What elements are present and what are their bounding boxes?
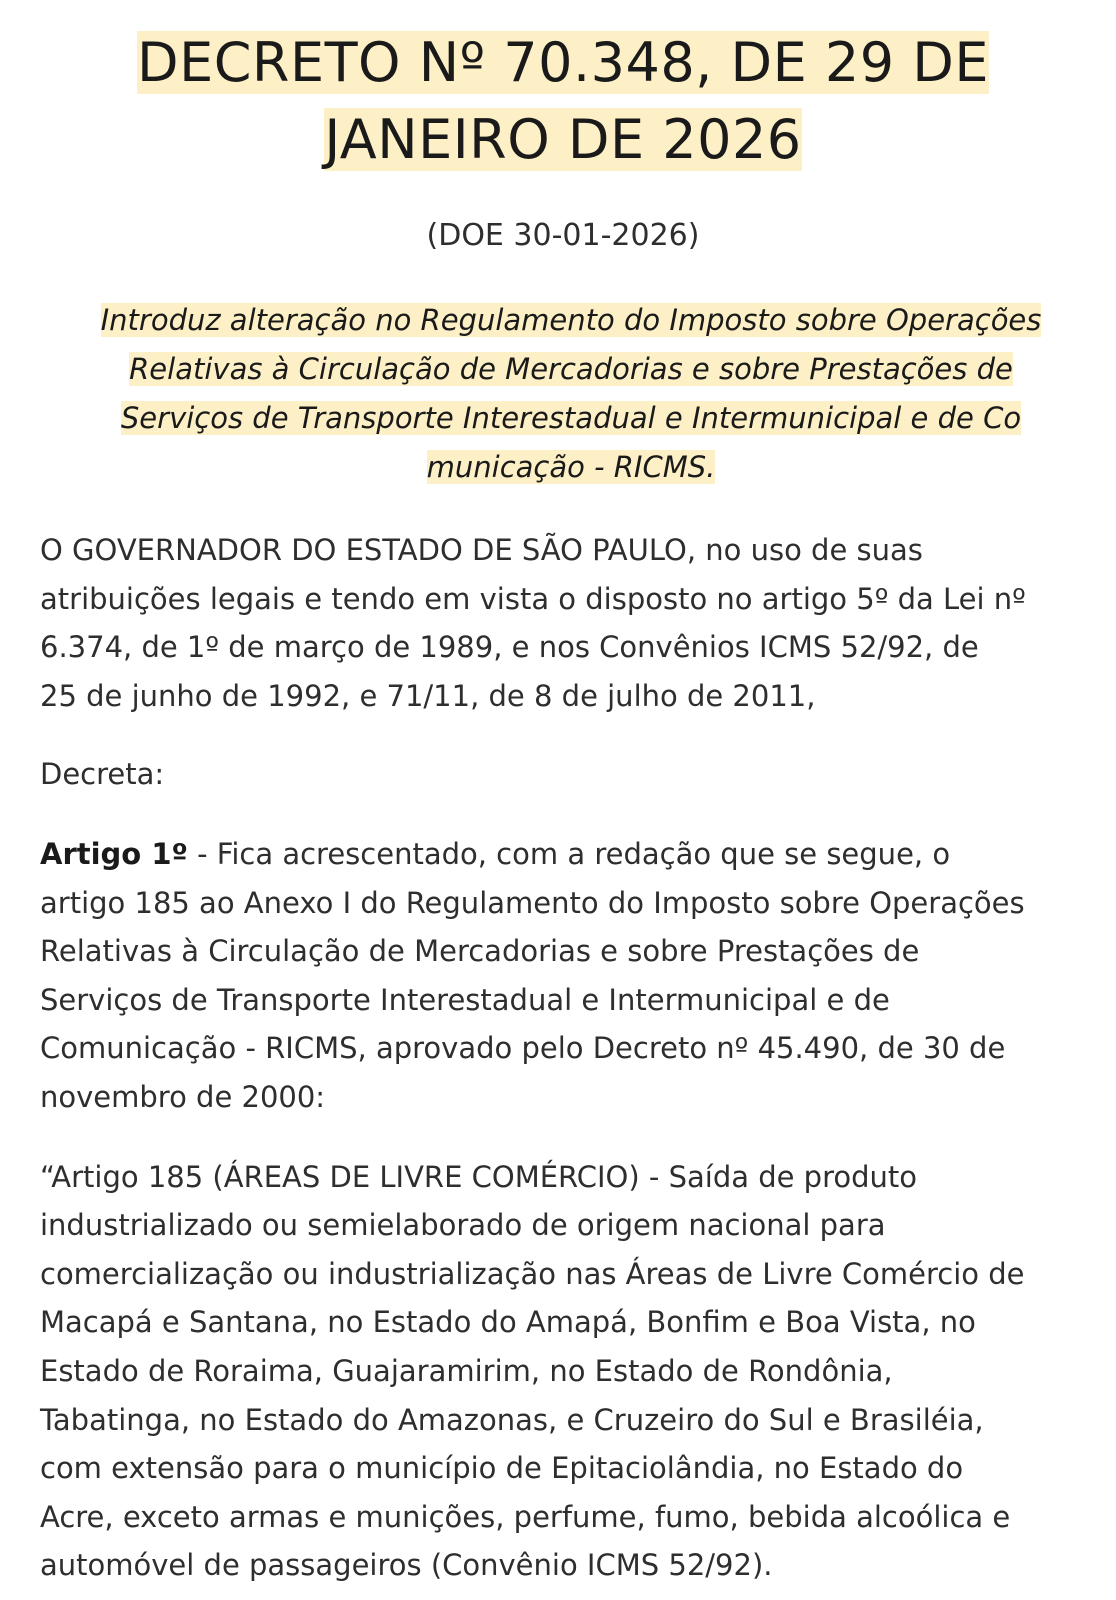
artigo-1-line: Comunicação - RICMS, aprovado pelo Decreto nº 45.490, de 30 de <box>40 1031 1006 1066</box>
artigo-185-line: Acre, exceto armas e munições, perfume, fumo, bebida alcoólica e <box>40 1499 1011 1534</box>
ementa-block <box>40 296 1086 492</box>
ementa-line: Introduz alteração no Regulamento do Imposto sobre Operações <box>100 303 1042 337</box>
artigo-185-line: comercialização ou industrialização nas Áreas de Livre Comércio de <box>40 1256 1025 1291</box>
artigo-185-line: “Artigo 185 (ÁREAS DE LIVRE COMÉRCIO) - Saída de produto <box>40 1159 918 1194</box>
artigo-185-paragraph <box>40 1153 1086 1590</box>
ementa-line: Relativas à Circulação de Mercadorias e sobre Prestações de <box>129 352 1013 386</box>
decree-title-line-2: JANEIRO DE 2026 <box>324 108 802 171</box>
ementa-line: Serviços de Transporte Interestadual e Intermunicipal e de Co <box>120 401 1022 435</box>
decreta-paragraph: Decreta: <box>40 757 165 792</box>
artigo-185-line: industrializado ou semielaborado de origem nacional para <box>40 1208 886 1243</box>
ementa-line: municação - RICMS. <box>426 450 716 484</box>
publication-reference: (DOE 30-01-2026) <box>426 218 700 253</box>
artigo-185-line: Macapá e Santana, no Estado do Amapá, Bonfim e Boa Vista, no <box>40 1305 976 1340</box>
ementa <box>101 303 1042 484</box>
artigo-185-line: Estado de Roraima, Guajaramirim, no Estado de Rondônia, <box>40 1353 893 1388</box>
decree-title <box>137 31 989 171</box>
preamble-line: atribuições legais e tendo em vista o disposto no artigo 5º da Lei nº <box>40 581 1026 616</box>
preamble-paragraph <box>40 526 1086 720</box>
artigo-1-paragraph <box>40 830 1086 1122</box>
decree-title-line-1: DECRETO Nº 70.348, DE 29 DE <box>137 31 989 94</box>
artigo-185-line: Tabatinga, no Estado do Amazonas, e Cruzeiro do Sul e Brasiléia, <box>40 1402 984 1437</box>
artigo-1-line: Serviços de Transporte Interestadual e Intermunicipal e de <box>40 982 890 1017</box>
artigo-1-line: artigo 185 ao Anexo I do Regulamento do Imposto sobre Operações <box>40 885 1025 920</box>
decree-title-block <box>40 0 1086 178</box>
artigo-1-label: Artigo 1º <box>40 836 188 871</box>
artigo-185-line: com extensão para o município de Epitaciolândia, no Estado do <box>40 1451 964 1486</box>
preamble-line: 25 de junho de 1992, e 71/11, de 8 de julho de 2011, <box>40 678 816 713</box>
artigo-1-line: Relativas à Circulação de Mercadorias e sobre Prestações de <box>40 934 920 969</box>
artigo-1-line: - Fica acrescentado, com a redação que se segue, o <box>187 836 951 871</box>
artigo-1-line: novembro de 2000: <box>40 1079 326 1114</box>
preamble-line: O GOVERNADOR DO ESTADO DE SÃO PAULO, no uso de suas <box>40 533 923 567</box>
artigo-185-line: automóvel de passageiros (Convênio ICMS 52/92). <box>40 1548 773 1583</box>
preamble-line: 6.374, de 1º de março de 1989, e nos Convênios ICMS 52/92, de <box>40 630 979 665</box>
